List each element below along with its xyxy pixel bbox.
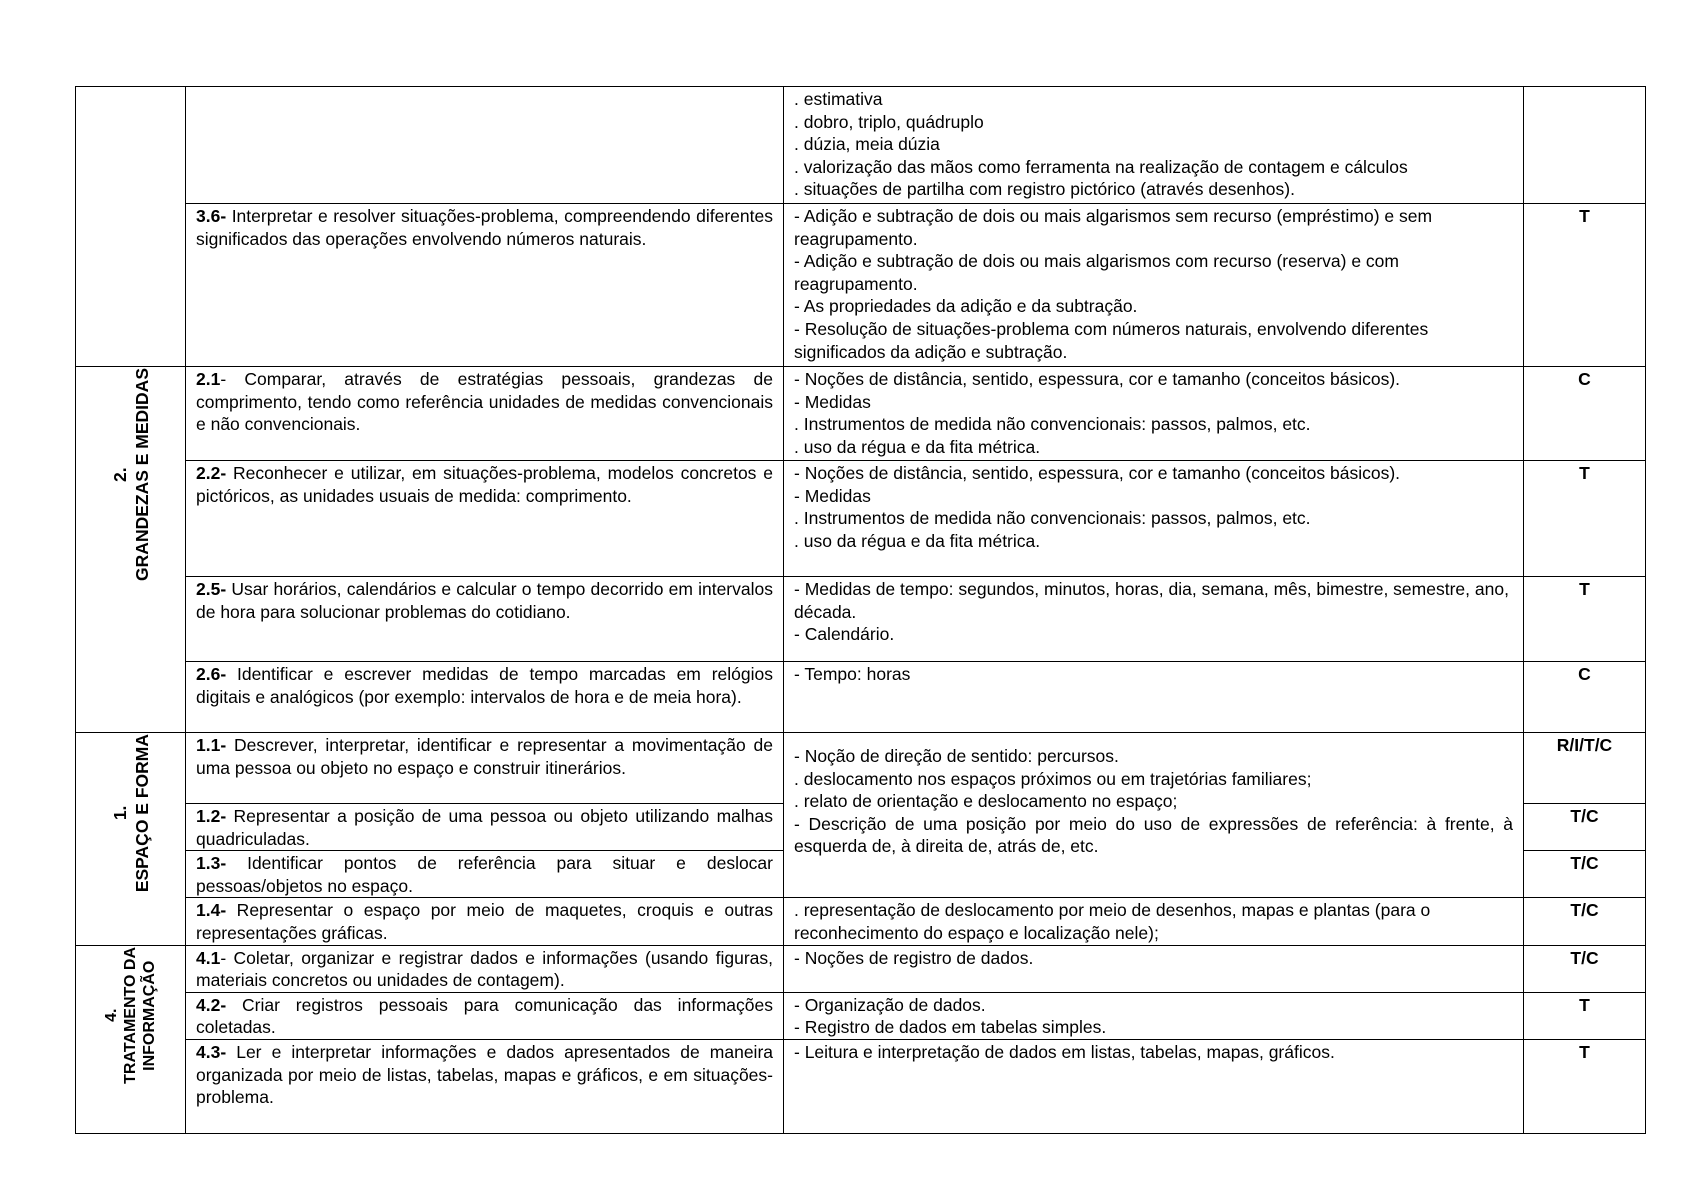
content-line: - Tempo: horas [794,664,911,684]
axis-label: 2. GRANDEZAS E MEDIDAS [109,368,152,581]
table-row [76,1039,1646,1133]
content-cell [784,733,1524,898]
table-row [76,662,1646,733]
content-line: . Instrumentos de medida não convencionais: passos, palmos, etc. [794,414,1311,435]
content-cell [784,992,1524,1039]
content-line: - Noções de distância, sentido, espessura, cor e tamanho (conceitos básicos). [794,463,1401,483]
objective-number: 1.2- [196,806,227,826]
objective-text: Criar registros pessoais para comunicação das informações coletadas. [196,994,773,1038]
content-line: - Organização de dados. [794,994,986,1015]
axis-cell-empty [76,87,186,367]
objective-cell [186,851,784,898]
objective-number: 1.3- [196,853,227,874]
objective-cell-empty [186,87,784,204]
content-line: - Resolução de situações-problema com números naturais, envolvendo diferentes significados da adição e subtração. [794,318,1429,362]
objective-text: Usar horários, calendários e calcular o tempo decorrido em intervalos de hora para solucionar problemas do cotidiano. [196,579,773,622]
objective-text: - Coletar, organizar e registrar dados e informações (usando figuras, materiais concretos ou unidades de contagem). [196,947,773,991]
content-line: . representação de deslocamento por meio de desenhos, mapas e plantas (para o reconhecimento do espaço e localização nele); [794,900,1431,943]
objective-text: Identificar pontos de referência para situar e deslocar pessoas/objetos no espaço. [196,853,773,896]
content-line: - Adição e subtração de dois ou mais algarismos sem recurso (empréstimo) e sem reagrupamento. [794,206,1433,249]
content-cell [784,662,1524,733]
objective-cell [186,461,784,577]
axis-cell-grandezas [76,367,186,733]
content-line: . deslocamento nos espaços próximos ou em trajetórias familiares; [794,768,1312,789]
content-line: - Descrição de uma posição por meio do uso de expressões de referência: à frente, à esquerda de, à direita de, atrás de, etc. [794,813,1513,857]
objective-cell [186,1039,784,1133]
objective-cell [186,898,784,945]
content-cell [784,461,1524,577]
content-line: - Medidas [794,391,871,412]
table-row [76,577,1646,662]
content-cell [784,945,1524,992]
objective-number: 2.2- [196,463,227,483]
objective-text: Ler e interpretar informações e dados apresentados de maneira organizada por meio de listas, tabelas, mapas e gráficos, e em situações-problema. [196,1041,773,1108]
content-line: - Leitura e interpretação de dados em listas, tabelas, mapas, gráficos. [794,1041,1335,1062]
content-cell [784,898,1524,945]
objective-text: - Comparar, através de estratégias pessoais, grandezas de comprimento, tendo como referência unidades de medidas convencionais e não convencionais. [196,369,773,435]
content-line: - Noções de distância, sentido, espessura, cor e tamanho (conceitos básicos). [794,369,1401,389]
objective-cell [186,733,784,804]
content-line: . Instrumentos de medida não convencionais: passos, palmos, etc. [794,508,1311,529]
content-line: . uso da régua e da fita métrica. [794,530,1041,551]
evaluation-code: T [1524,1039,1646,1133]
evaluation-code: C [1524,367,1646,461]
objective-text: Representar o espaço por meio de maquetes, croquis e outras representações gráficas. [196,900,773,943]
axis-cell-espaco [76,733,186,946]
content-line: - Noções de registro de dados. [794,947,1034,968]
objective-cell [186,992,784,1039]
evaluation-code: T/C [1524,851,1646,898]
axis-label: 4. TRATAMENTO DA INFORMAÇÃO [103,946,158,1084]
content-line: . valorização das mãos como ferramenta na realização de contagem e cálculos [794,156,1408,177]
evaluation-code: T/C [1524,804,1646,851]
content-cell [784,367,1524,461]
table-row [76,733,1646,804]
content-line: - As propriedades da adição e da subtração. [794,296,1138,317]
content-cell [784,577,1524,662]
table-row [76,992,1646,1039]
content-line: . situações de partilha com registro pictórico (através desenhos). [794,179,1295,200]
objective-text: Representar a posição de uma pessoa ou objeto utilizando malhas quadriculadas. [196,806,773,849]
objective-number: 4.1 [196,947,221,968]
objective-number: 2.6- [196,664,227,684]
content-cell [784,204,1524,367]
axis-cell-tratamento [76,945,186,1133]
code-cell-empty [1524,87,1646,204]
objective-text: Interpretar e resolver situações-problema, compreendendo diferentes significados das operações envolvendo números naturais. [196,206,773,249]
table-row [76,461,1646,577]
objective-number: 1.1- [196,735,227,755]
table-row [76,367,1646,461]
table-row [76,204,1646,367]
evaluation-code: C [1524,662,1646,733]
content-line: - Noção de direção de sentido: percursos. [794,746,1119,766]
objective-number: 2.5- [196,579,227,599]
objective-cell [186,945,784,992]
content-line: - Adição e subtração de dois ou mais algarismos com recurso (reserva) e com reagrupamento. [794,251,1399,294]
table-row [76,87,1646,204]
evaluation-code: T/C [1524,945,1646,992]
axis-label: 1. ESPAÇO E FORMA [109,734,152,893]
objective-cell [186,577,784,662]
content-line: - Medidas [794,485,871,506]
evaluation-code: T [1524,204,1646,367]
content-line: . dobro, triplo, quádruplo [794,111,984,132]
objective-cell [186,662,784,733]
evaluation-code: R/I/T/C [1524,733,1646,804]
objective-number: 1.4- [196,900,227,921]
table-row [76,945,1646,992]
objective-text: Reconhecer e utilizar, em situações-problema, modelos concretos e pictóricos, as unidades usuais de medida: comprimento. [196,463,773,506]
content-cell [784,87,1524,204]
content-line: - Registro de dados em tabelas simples. [794,1017,1107,1038]
objective-cell [186,367,784,461]
content-line: . uso da régua e da fita métrica. [794,436,1041,457]
objective-number: 4.3- [196,1041,227,1062]
objective-cell [186,204,784,367]
evaluation-code: T/C [1524,898,1646,945]
evaluation-code: T [1524,461,1646,577]
content-line: . estimativa [794,89,883,109]
content-line: - Calendário. [794,624,895,645]
objective-number: 2.1 [196,369,221,389]
objective-text: Descrever, interpretar, identificar e representar a movimentação de uma pessoa ou objeto no espaço e construir itinerários. [196,735,773,778]
content-line: . relato de orientação e deslocamento no espaço; [794,791,1178,812]
curriculum-table [75,86,1646,1134]
objective-number: 4.2- [196,994,227,1015]
evaluation-code: T [1524,992,1646,1039]
evaluation-code: T [1524,577,1646,662]
content-line: . dúzia, meia dúzia [794,134,940,155]
objective-text: Identificar e escrever medidas de tempo marcadas em relógios digitais e analógicos (por exemplo: intervalos de hora e de meia hora). [196,664,773,707]
table-row [76,898,1646,945]
objective-number: 3.6- [196,206,227,226]
objective-cell [186,804,784,851]
content-line: - Medidas de tempo: segundos, minutos, horas, dia, semana, mês, bimestre, semestre, ano, década. [794,579,1509,622]
content-cell [784,1039,1524,1133]
